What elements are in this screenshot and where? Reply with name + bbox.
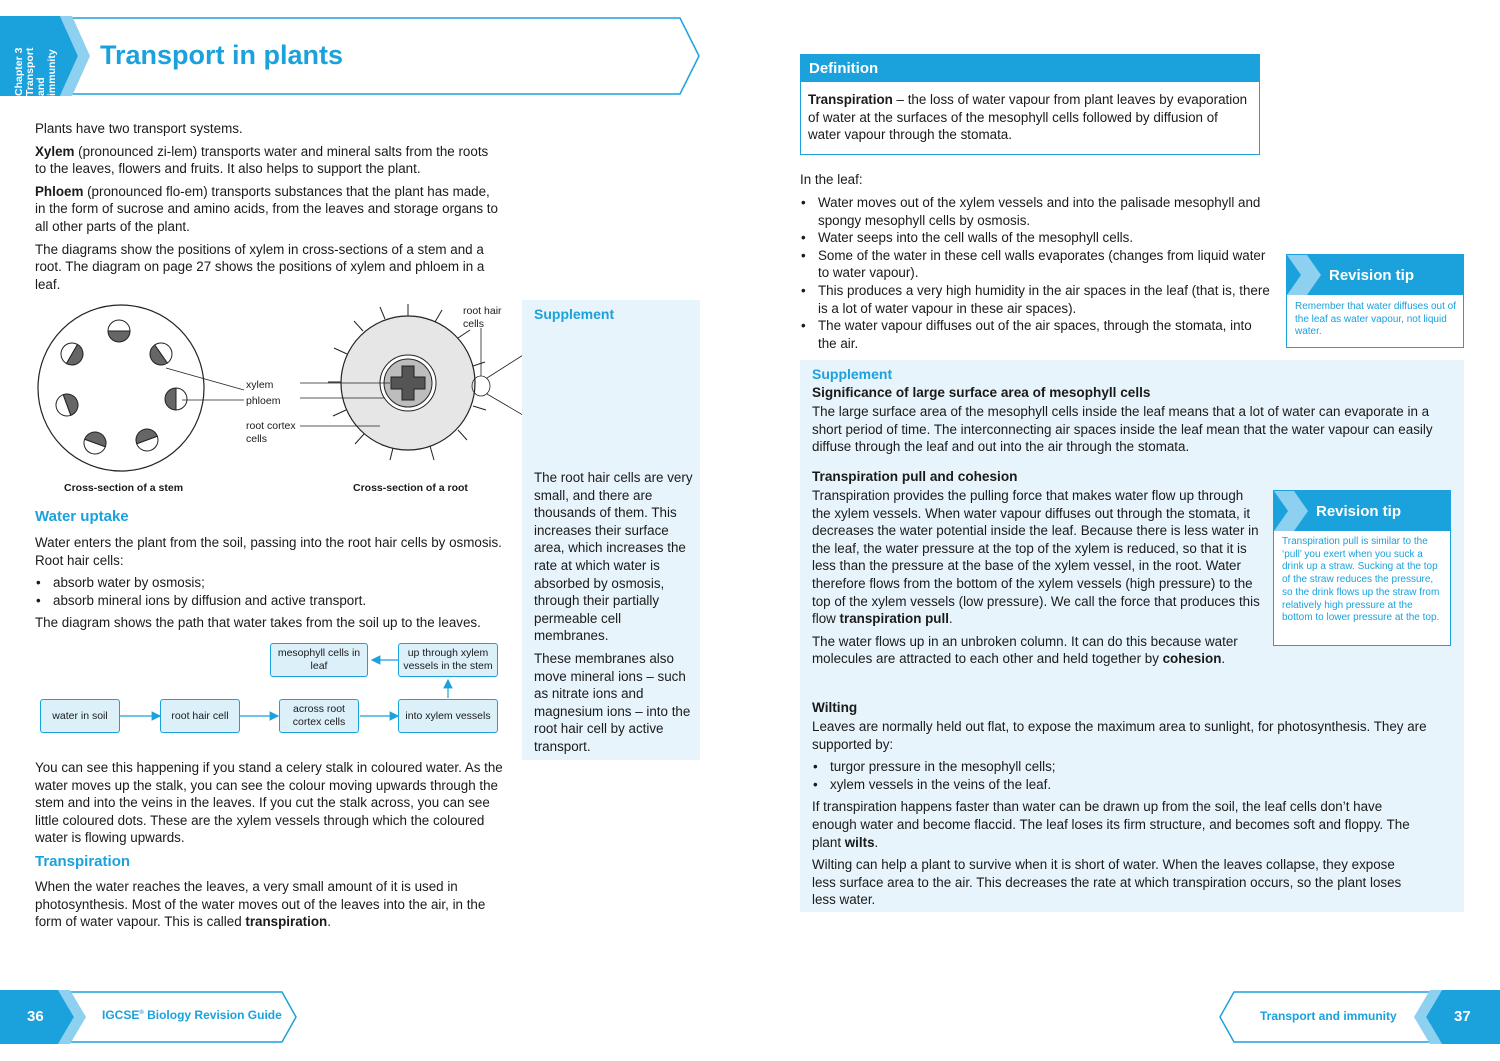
- wilting-list: [812, 758, 1448, 793]
- transpiration-end: .: [327, 914, 331, 930]
- label-xylem: xylem: [246, 379, 274, 391]
- transpiration-pull-section: [812, 487, 1262, 668]
- supplement-title: Supplement: [812, 366, 893, 382]
- chapter-tab-line: Chapter 3: [13, 47, 25, 96]
- list-item: • xylem vessels in the veins of the leaf.: [830, 776, 1448, 794]
- flow-across-root: across root cortex cells: [279, 699, 359, 733]
- definition-text: [801, 82, 1259, 144]
- wilting-heading: Wilting: [812, 700, 858, 715]
- page-number-left: 36: [27, 1008, 44, 1025]
- list-item: • Some of the water in these cell walls evaporates (changes from liquid water to water vapour).: [818, 247, 1272, 282]
- chevron-icon: [1287, 255, 1329, 295]
- definition-term: Transpiration: [808, 92, 893, 107]
- transpiration-term: transpiration: [245, 914, 328, 930]
- water-uptake-para: Water enters the plant from the soil, passing into the root hair cells by osmosis. Root hair cells:: [35, 535, 502, 568]
- intro-section: [35, 120, 503, 293]
- label-phloem: phloem: [246, 395, 281, 407]
- chapter-tab-line: and: [35, 77, 47, 96]
- transpiration-para: [35, 878, 505, 931]
- flow-up-xylem: up through xylem vessels in the stem: [398, 643, 498, 677]
- book-title-rest: Biology Revision Guide: [143, 1008, 282, 1022]
- para-text: The water flows up in an unbroken column. It can do this because water molecules are attracted to each other and held together by: [812, 633, 1238, 667]
- diagrams-para: The diagrams show the positions of xylem in cross-sections of a stem and a root. The diagram on page 27 shows the positions of xylem and phloem in a leaf.: [35, 241, 485, 292]
- flow-water-in-soil: water in soil: [40, 699, 120, 733]
- para-end: .: [874, 834, 879, 850]
- transpiration-heading: Transpiration: [35, 853, 131, 870]
- phloem-para: [35, 183, 503, 236]
- supplement-title: Supplement: [534, 306, 615, 322]
- supplement-para: These membranes also move mineral ions – such as nitrate ions and magnesium ions – into the root hair cell by active transport.: [534, 650, 691, 754]
- page-number-right: 37: [1454, 1008, 1471, 1025]
- list-item: • turgor pressure in the mesophyll cells;: [830, 758, 1448, 776]
- water-uptake-heading: Water uptake: [35, 508, 129, 525]
- supplement-text: [534, 469, 694, 756]
- wilting-section: [812, 718, 1448, 909]
- list-item: • The water vapour diffuses out of the air spaces, through the stomata, into the air.: [818, 317, 1272, 352]
- supplement-box-left: [522, 300, 700, 760]
- intro-para: Plants have two transport systems.: [35, 121, 243, 136]
- definition-title: Definition: [801, 55, 1259, 82]
- para-term: cohesion: [1162, 651, 1222, 667]
- transpiration-pull-heading: Transpiration pull and cohesion: [812, 469, 1018, 484]
- book-title: IGCSE: [102, 1008, 140, 1022]
- revision-tip-text: Transpiration pull is similar to the ‘pull’ you exert when you suck a drink up a straw. Sucking at the top of the straw reduces the pressure, so the drink flows up the straw from relatively high pressure at the bottom to lower pressure at the top.: [1282, 536, 1440, 624]
- chapter-tab-line: immunity: [46, 49, 58, 96]
- caption-root: Cross-section of a root: [353, 482, 468, 494]
- flow-into-xylem: into xylem vessels: [398, 699, 498, 733]
- celery-para: You can see this happening if you stand a celery stalk in coloured water. As the water moves up the stalk, you can see the colour moving upwards through the stem and into the veins in the leaves. If you cut the stalk across, you can see little coloured dots. These are the xylem vessels through which the coloured water is flowing upwards.: [35, 760, 503, 846]
- list-item: • absorb mineral ions by diffusion and active transport.: [53, 592, 505, 610]
- para-text: Transpiration provides the pulling force that makes water flow up through the xylem vessels. When water vapour diffuses out through the stomata, it decreases the water potential inside the leaf. Because there is less water in the leaf, the water pressure at the top of the xylem is reduced, so that it is less than the pressure at the base of the xylem vessel, in the root. Water therefore flows from the bottom of the xylem vessels (high pressure) to the top of the xylem vessels (low pressure). We call the force that produces this flow: [812, 488, 1260, 627]
- xylem-para: [35, 143, 503, 178]
- registered-mark: ®: [139, 1010, 144, 1016]
- xylem-term: Xylem: [35, 143, 75, 159]
- flow-root-hair-cell: root hair cell: [160, 699, 240, 733]
- water-uptake-section: [35, 534, 505, 632]
- leaf-bullets: [800, 194, 1272, 352]
- revision-tip-title: Revision tip: [1287, 255, 1463, 295]
- chapter-tab-line: Transport: [24, 47, 36, 96]
- wilting-para: Wilting can help a plant to survive when it is short of water. When the leaves collapse, they expose less surface area to the air. This decreases the rate at which transpiration occurs, so the plant loses less water.: [812, 857, 1402, 908]
- water-uptake-list: [35, 574, 505, 609]
- phloem-term: Phloem: [35, 183, 84, 199]
- list-item: • Water seeps into the cell walls of the mesophyll cells.: [818, 229, 1272, 247]
- caption-stem: Cross-section of a stem: [64, 482, 184, 494]
- revision-tip-title: Revision tip: [1274, 491, 1450, 531]
- page-title: Transport in plants: [100, 40, 344, 70]
- para-term: transpiration pull: [839, 611, 949, 627]
- label-root-cortex: root cortex cells: [246, 420, 296, 445]
- flow-mesophyll: mesophyll cells in leaf: [270, 643, 368, 677]
- para-text: If transpiration happens faster than water can be drawn up from the soil, the leaf cells don’t have enough water and become flaccid. The leaf loses its firm structure, and becomes soft and floppy. The plant: [812, 799, 1410, 850]
- wilting-para: [812, 798, 1412, 851]
- surface-area-heading: Significance of large surface area of mesophyll cells: [812, 385, 1151, 400]
- xylem-text: (pronounced zi-lem) transports water and mineral salts from the roots to the leaves, flowers and fruits. It also helps to support the plant.: [35, 143, 489, 177]
- stem-cross-section: [38, 305, 244, 471]
- chapter-tab: [14, 18, 78, 96]
- label-root-hair: root hair cells: [463, 305, 502, 330]
- revision-tip-text: Remember that water diffuses out of the leaf as water vapour, not liquid water.: [1295, 301, 1457, 338]
- cohesion-para: [812, 633, 1262, 668]
- list-item: • Water moves out of the xylem vessels and into the palisade mesophyll and spongy mesophyll cells by osmosis.: [818, 194, 1272, 229]
- revision-tip-box: [1273, 490, 1451, 646]
- in-leaf-label: In the leaf:: [800, 172, 863, 187]
- transpiration-pull-para: [812, 487, 1262, 628]
- wilting-para: Leaves are normally held out flat, to expose the maximum area to sunlight, for photosynthesis. They are supported by:: [812, 719, 1427, 752]
- para-end: .: [1221, 651, 1226, 667]
- revision-tip-box: [1286, 254, 1464, 348]
- list-item: • This produces a very high humidity in the air spaces in the leaf (that is, there is a lot of water vapour in these air spaces).: [818, 282, 1272, 317]
- para-term: wilts: [844, 834, 875, 850]
- list-item: • absorb water by osmosis;: [53, 574, 505, 592]
- chevron-icon: [1274, 491, 1316, 531]
- path-intro: The diagram shows the path that water takes from the soil up to the leaves.: [35, 615, 481, 631]
- definition-box: [800, 54, 1260, 155]
- surface-area-para: The large surface area of the mesophyll cells inside the leaf means that a lot of water can evaporate in a short period of time. The interconnecting air spaces inside the leaf mean that the water vapour can easily diffuse through the leaf and out into the air through the stomata.: [812, 404, 1433, 455]
- footer-chapter-title: Transport and immunity: [1260, 1009, 1397, 1023]
- supplement-para: The root hair cells are very small, and there are thousands of them. This increases their surface area, which increases the rate at which water is absorbed by osmosis, through their partially permeable cell membranes.: [534, 470, 693, 644]
- footer-book-title: [102, 1008, 282, 1022]
- para-end: .: [948, 611, 953, 627]
- phloem-text: (pronounced flo-em) transports substances that the plant has made, in the form of sucrose and amino acids, from the leaves and storage organs to all other parts of the plant.: [35, 183, 498, 234]
- transpiration-text: When the water reaches the leaves, a very small amount of it is used in photosynthesis. Most of the water moves out of the leaves into the air, in the form of water vapour. This is called: [35, 879, 486, 930]
- definition-body: – the loss of water vapour from plant leaves by evaporation of water at the surfaces of the mesophyll cells followed by diffusion of water vapour through the stomata.: [808, 92, 1248, 143]
